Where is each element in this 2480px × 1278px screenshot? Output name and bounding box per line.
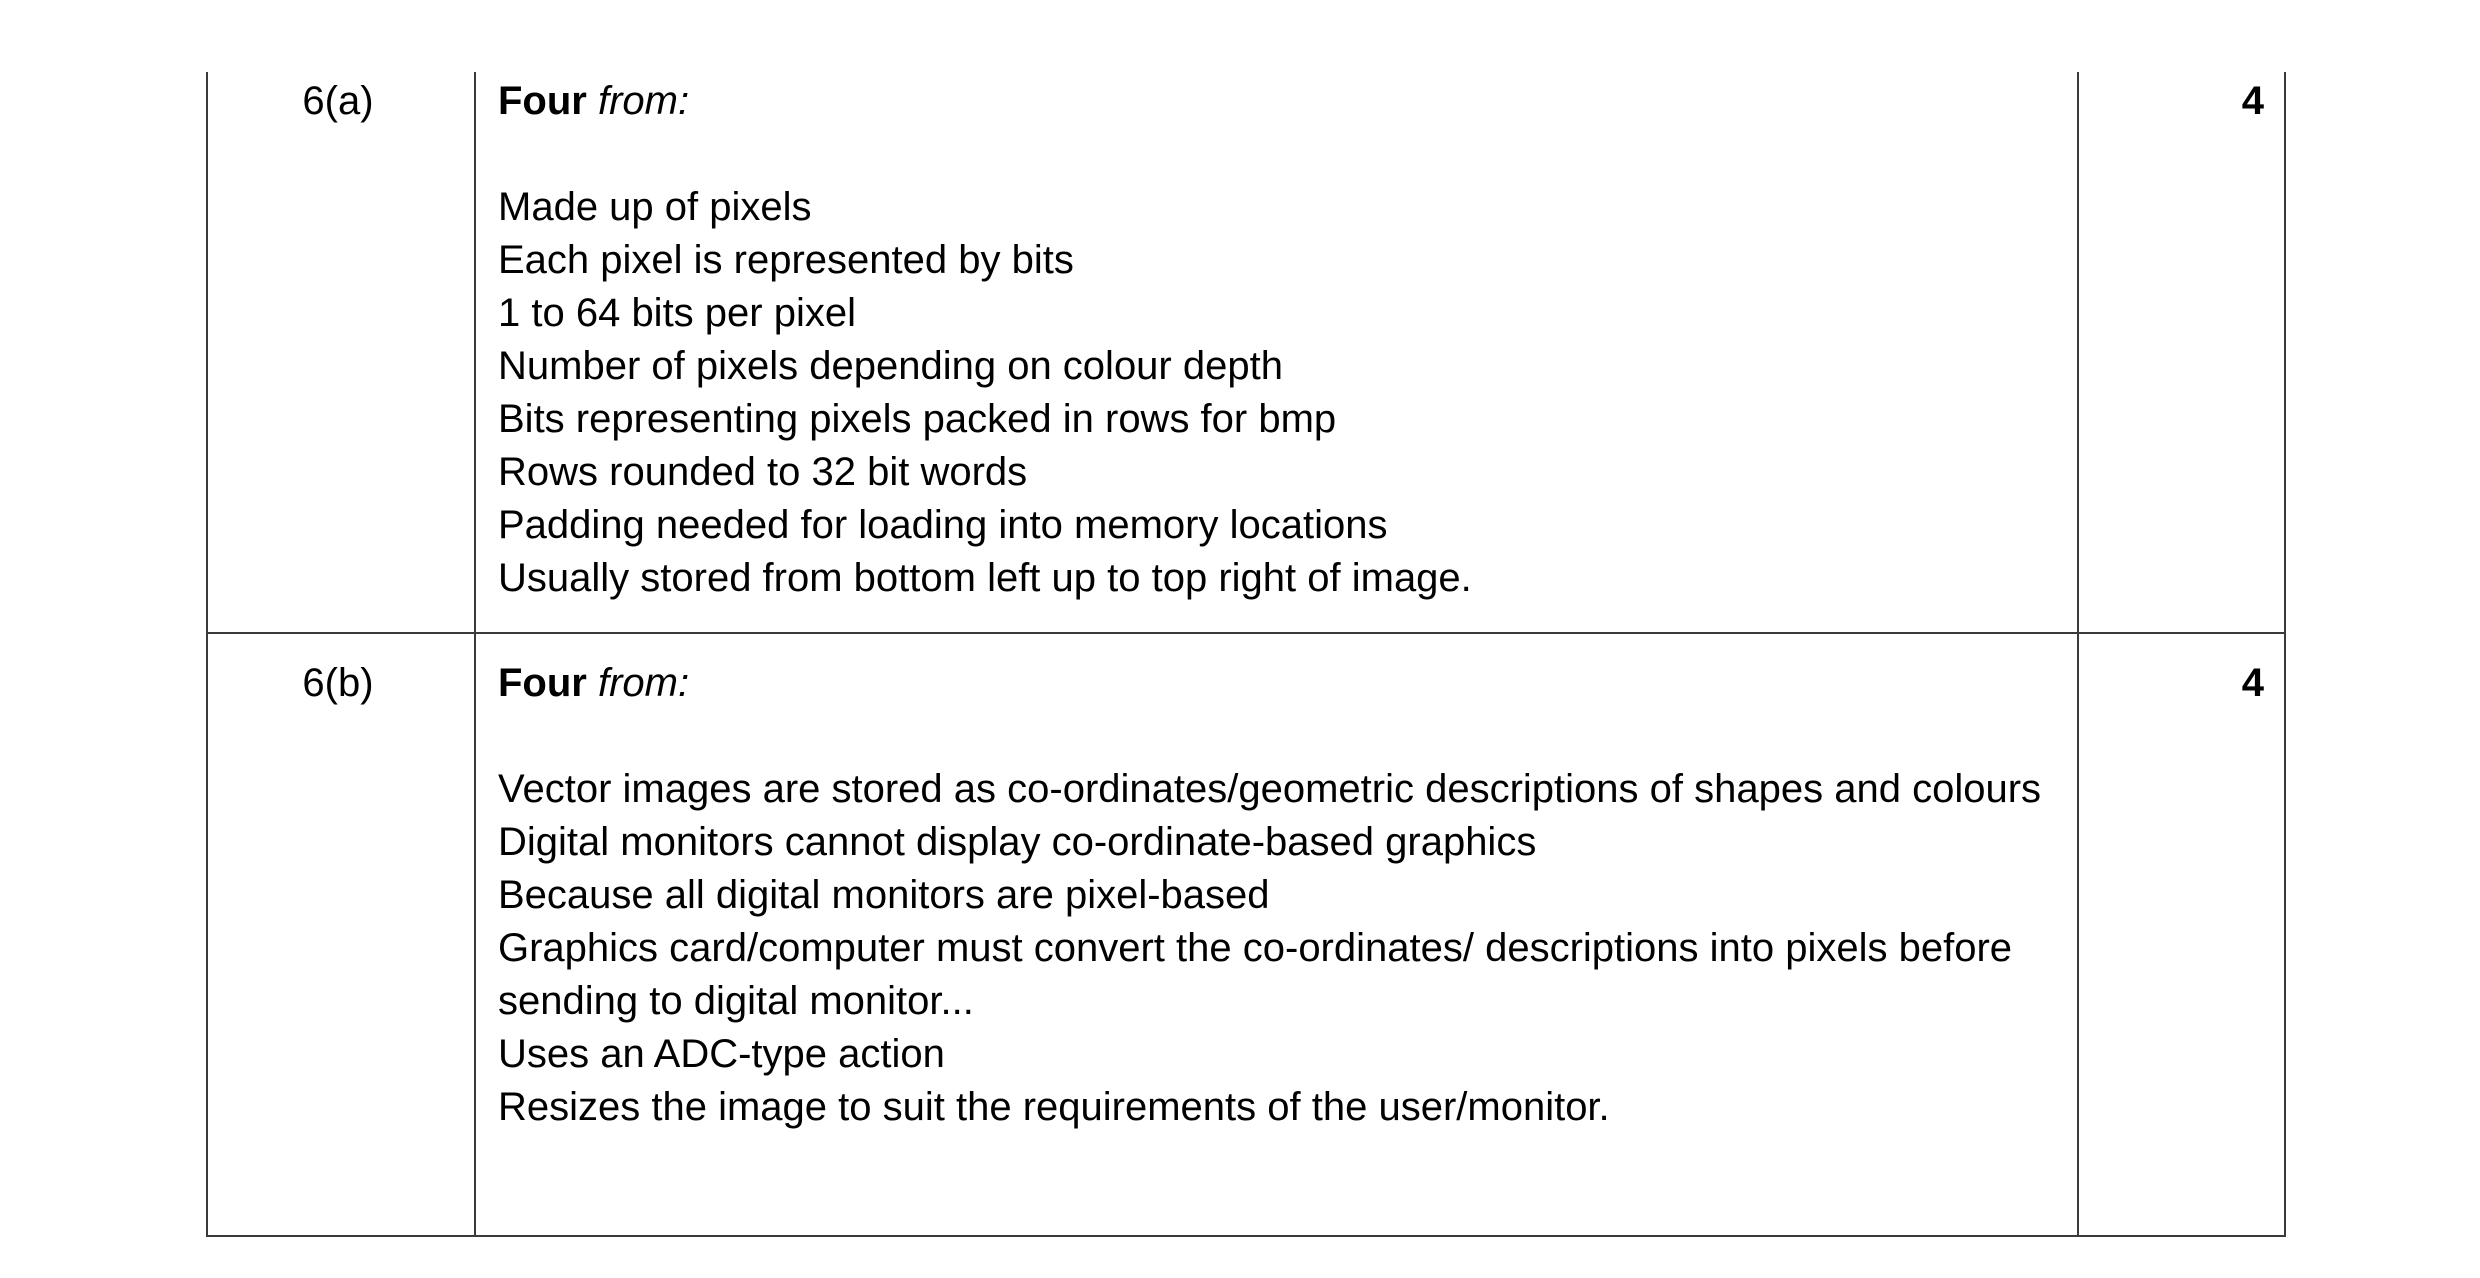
answer-point: Uses an ADC-type action <box>498 1032 945 1076</box>
answer-cell <box>475 72 2078 633</box>
question-number: 6(a) <box>207 72 475 633</box>
answer-point: Because all digital monitors are pixel-based <box>498 873 1270 917</box>
answer-point: Each pixel is represented by bits <box>498 238 1074 282</box>
answer-point: Bits representing pixels packed in rows for bmp <box>498 397 1337 441</box>
instruction-italic: from: <box>598 79 690 123</box>
marks-value: 4 <box>2078 72 2285 633</box>
table-row-6a <box>207 72 2285 633</box>
mark-scheme-table <box>206 72 2286 1237</box>
answer-point: Vector images are stored as co-ordinates/geometric descriptions of shapes and colours <box>498 767 2042 811</box>
answer-cell <box>475 633 2078 1236</box>
marks-value: 4 <box>2078 633 2285 1236</box>
answer-point: Usually stored from bottom left up to top right of image. <box>498 556 1472 600</box>
answer-point: Graphics card/computer must convert the co-ordinates/ descriptions into pixels before sending to digital monitor... <box>498 926 2013 1023</box>
answer-point: Made up of pixels <box>498 185 812 229</box>
instruction-bold: Four <box>498 661 587 705</box>
answer-point: Rows rounded to 32 bit words <box>498 450 1028 494</box>
answer-point: Padding needed for loading into memory locations <box>498 503 1388 547</box>
answer-point: Resizes the image to suit the requirements of the user/monitor. <box>498 1085 1610 1129</box>
answer-instruction <box>498 75 2047 128</box>
question-number: 6(b) <box>207 633 475 1236</box>
answer-point: Number of pixels depending on colour depth <box>498 344 1283 388</box>
answer-point: Digital monitors cannot display co-ordinate-based graphics <box>498 820 1537 864</box>
table-row-6b <box>207 633 2285 1236</box>
answer-instruction <box>498 657 2047 710</box>
instruction-bold: Four <box>498 79 587 123</box>
instruction-italic: from: <box>598 661 690 705</box>
answer-point: 1 to 64 bits per pixel <box>498 291 856 335</box>
